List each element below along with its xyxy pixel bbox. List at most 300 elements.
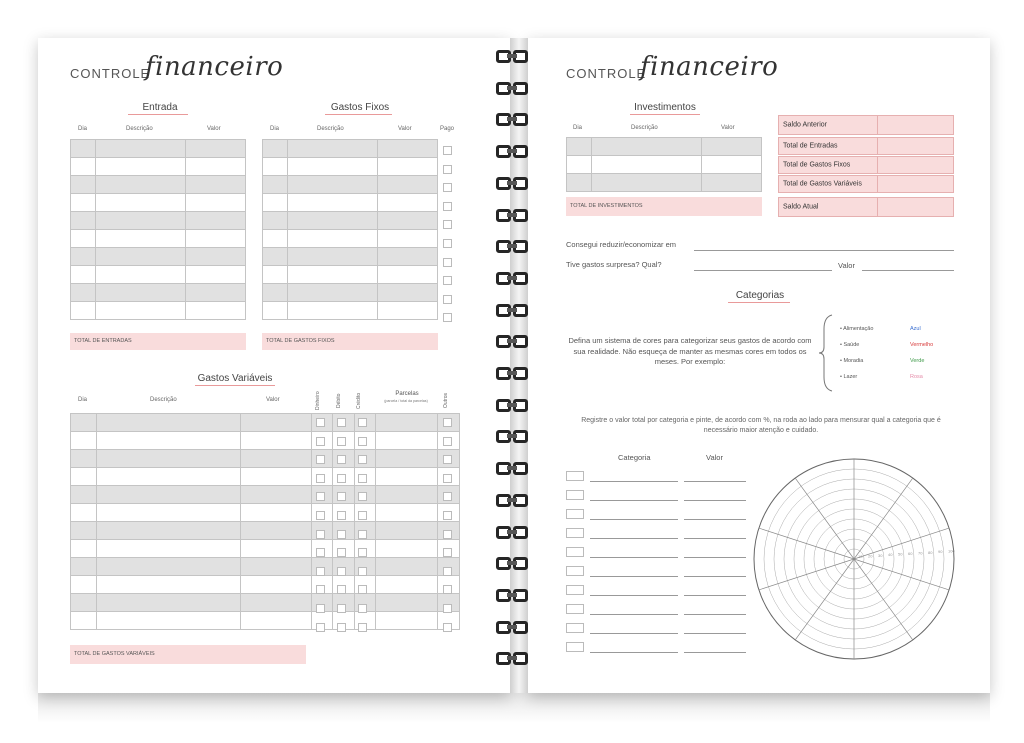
dinheiro-checkbox[interactable] [316,492,325,501]
spiral-ring [496,270,530,288]
table-row [71,266,246,284]
table-cell[interactable] [96,522,240,540]
entrada-col-descricao: Descrição [126,126,153,132]
table-row [71,158,246,176]
table-row [263,266,438,284]
spiral-ring [496,143,530,161]
table-cell[interactable] [96,450,240,468]
category-value-line[interactable] [684,576,746,577]
debito-checkbox[interactable] [337,455,346,464]
category-example-name: • Lazer [840,374,858,380]
variaveis-col-valor: Valor [266,397,280,403]
table-cell[interactable] [567,156,592,174]
outros-checkbox[interactable] [443,455,452,464]
outros-checkbox[interactable] [443,492,452,501]
dinheiro-checkbox[interactable] [316,585,325,594]
table-cell[interactable] [240,612,311,630]
variaveis-col-dia: Dia [78,397,88,403]
pago-checkbox[interactable] [443,220,452,229]
summary-row [778,115,954,135]
table-cell[interactable] [71,158,96,176]
outros-checkbox[interactable] [443,437,452,446]
spiral-ring [496,587,530,605]
variaveis-col-credito: Crédito [356,392,362,409]
table-cell[interactable] [591,156,701,174]
table-cell[interactable] [71,612,97,630]
credito-checkbox[interactable] [358,437,367,446]
table-cell[interactable] [95,248,185,266]
table-cell[interactable] [185,230,245,248]
table-cell[interactable] [377,212,437,230]
variaveis-col-debito: Débito [336,393,342,408]
right-title-script: financeiro [640,52,779,82]
category-color-box[interactable] [566,566,584,576]
table-cell[interactable] [240,486,311,504]
table-row [71,212,246,230]
table-cell[interactable] [185,248,245,266]
table-cell[interactable] [375,414,437,432]
table-cell[interactable] [71,468,97,486]
outros-checkbox[interactable] [443,511,452,520]
table-cell[interactable] [71,504,97,522]
table-cell[interactable] [71,284,96,302]
table-row [71,576,460,594]
entrada-col-valor: Valor [207,126,221,132]
spiral-ring [496,207,530,225]
variaveis-title: Gastos Variáveis [197,373,273,384]
category-example-color: Azul [910,326,921,332]
table-cell[interactable] [377,194,437,212]
table-cell[interactable] [263,158,288,176]
spiral-ring [496,397,530,415]
table-cell[interactable] [96,594,240,612]
table-cell[interactable] [263,212,288,230]
table-row [263,140,438,158]
table-cell[interactable] [96,576,240,594]
category-name-line[interactable] [590,500,678,501]
table-cell[interactable] [263,140,288,158]
table-cell[interactable] [185,158,245,176]
debito-checkbox[interactable] [337,511,346,520]
spiral-ring [496,80,530,98]
table-cell[interactable] [240,558,311,576]
dinheiro-checkbox[interactable] [316,474,325,483]
table-cell[interactable] [375,450,437,468]
right-title-caps: CONTROLE [566,66,647,81]
table-row [71,522,460,540]
table-cell[interactable] [377,266,437,284]
spiral-ring [496,365,530,383]
table-cell[interactable] [701,174,761,192]
credito-checkbox[interactable] [358,567,367,576]
outros-checkbox[interactable] [443,548,452,557]
debito-checkbox[interactable] [337,530,346,539]
spiral-ring [496,492,530,510]
summary-label: Saldo Atual [783,203,819,211]
pago-checkbox[interactable] [443,258,452,267]
wheel-percent-label: 20 [868,553,873,559]
debito-checkbox[interactable] [337,585,346,594]
category-example-name: • Moradia [840,358,864,364]
table-cell[interactable] [96,486,240,504]
entrada-underline [128,114,188,115]
table-cell[interactable] [375,504,437,522]
table-cell[interactable] [287,140,377,158]
table-cell[interactable] [185,302,245,320]
category-value-line[interactable] [684,652,746,653]
table-cell[interactable] [263,302,288,320]
credito-checkbox[interactable] [358,418,367,427]
table-cell[interactable] [96,504,240,522]
table-cell[interactable] [185,284,245,302]
table-cell[interactable] [71,176,96,194]
table-cell[interactable] [377,140,437,158]
table-row [71,194,246,212]
category-value-line[interactable] [684,481,746,482]
category-value-line[interactable] [684,633,746,634]
table-cell[interactable] [71,194,96,212]
dinheiro-checkbox[interactable] [316,418,325,427]
wheel-percent-label: 60 [908,551,913,556]
table-cell[interactable] [71,266,96,284]
table-cell[interactable] [263,194,288,212]
variaveis-col-outros: Outros [443,392,449,408]
dinheiro-checkbox[interactable] [316,511,325,520]
category-color-box[interactable] [566,490,584,500]
credito-checkbox[interactable] [358,511,367,520]
table-cell[interactable] [240,450,311,468]
table-cell[interactable] [287,302,377,320]
pago-checkbox[interactable] [443,146,452,155]
table-row [71,414,460,432]
table-cell[interactable] [71,594,97,612]
table-cell[interactable] [240,468,311,486]
cat-col-categoria: Categoria [618,453,651,462]
debito-checkbox[interactable] [337,604,346,613]
table-row [71,230,246,248]
table-cell[interactable] [71,540,97,558]
table-cell[interactable] [71,248,96,266]
investimentos-table [566,137,762,192]
pago-checkbox[interactable] [443,239,452,248]
page-shadow [38,693,990,723]
invest-col-descricao: Descrição [631,125,658,131]
table-cell[interactable] [240,540,311,558]
table-cell[interactable] [375,468,437,486]
credito-checkbox[interactable] [358,455,367,464]
pago-checkbox[interactable] [443,313,452,322]
debito-checkbox[interactable] [337,492,346,501]
table-cell[interactable] [71,558,97,576]
table-cell[interactable] [96,612,240,630]
pago-checkbox[interactable] [443,183,452,192]
table-cell[interactable] [377,176,437,194]
table-cell[interactable] [96,540,240,558]
table-cell[interactable] [287,266,377,284]
answer-line-valor[interactable] [862,270,954,271]
outros-checkbox[interactable] [443,604,452,613]
spiral-ring [496,302,530,320]
investimentos-underline [630,114,700,115]
pago-checkbox[interactable] [443,295,452,304]
table-cell[interactable] [71,140,96,158]
table-cell[interactable] [287,284,377,302]
outros-checkbox[interactable] [443,567,452,576]
category-name-line[interactable] [590,614,678,615]
categorias-underline [728,302,790,303]
table-cell[interactable] [567,174,592,192]
debito-checkbox[interactable] [337,418,346,427]
table-cell[interactable] [240,576,311,594]
table-row [71,248,246,266]
wheel-spoke [854,559,913,640]
pago-checkbox[interactable] [443,276,452,285]
credito-checkbox[interactable] [358,604,367,613]
category-name-line[interactable] [590,481,678,482]
table-cell[interactable] [71,302,96,320]
table-cell[interactable] [185,266,245,284]
category-name-line[interactable] [590,519,678,520]
table-cell[interactable] [377,284,437,302]
investimentos-title: Investimentos [634,102,696,113]
category-value-line[interactable] [684,614,746,615]
dinheiro-checkbox[interactable] [316,604,325,613]
category-color-box[interactable] [566,509,584,519]
wheel-percent-label: 50 [898,551,903,557]
table-cell[interactable] [240,504,311,522]
table-cell[interactable] [95,302,185,320]
pago-checkbox[interactable] [443,202,452,211]
table-cell[interactable] [701,138,761,156]
table-cell[interactable] [377,248,437,266]
table-row [263,302,438,320]
answer-line-reduzir[interactable] [694,250,954,251]
credito-checkbox[interactable] [358,623,367,632]
category-value-line[interactable] [684,595,746,596]
debito-checkbox[interactable] [337,474,346,483]
table-cell[interactable] [185,194,245,212]
fixos-title: Gastos Fixos [330,102,390,113]
table-cell[interactable] [71,450,97,468]
outros-checkbox[interactable] [443,418,452,427]
category-value-line[interactable] [684,519,746,520]
table-cell[interactable] [240,432,311,450]
spiral-ring [496,333,530,351]
category-color-box[interactable] [566,623,584,633]
percent-wheel[interactable] [752,457,956,661]
variaveis-total-label: TOTAL DE GASTOS VARIÁVEIS [74,651,155,657]
summary-label: Saldo Anterior [783,121,827,129]
table-row [71,558,460,576]
categorias-description: Defina um sistema de cores para categorizar seus gastos de acordo com sua realidade. Não esqueça de manter as mesmas cores em todos os meses. Por exemplo: [568,336,812,366]
category-name-line[interactable] [590,538,678,539]
table-cell[interactable] [287,194,377,212]
category-name-line[interactable] [590,595,678,596]
table-cell[interactable] [95,176,185,194]
pago-checkbox[interactable] [443,165,452,174]
category-color-box[interactable] [566,547,584,557]
table-cell[interactable] [96,414,240,432]
parcelas-sublabel: (parcela / total da parcelas) [384,399,428,403]
credito-checkbox[interactable] [358,585,367,594]
outros-checkbox[interactable] [443,474,452,483]
table-cell[interactable] [287,158,377,176]
investimentos-total-label: TOTAL DE INVESTIMENTOS [570,203,643,209]
wheel-percent-label: 30 [878,552,883,558]
variaveis-col-dinheiro: Dinheiro [315,391,321,410]
wheel-percent-label: 70 [918,550,923,556]
category-example-color: Rosa [910,374,923,380]
table-cell[interactable] [263,248,288,266]
table-cell[interactable] [95,140,185,158]
table-cell[interactable] [377,230,437,248]
table-cell[interactable] [96,558,240,576]
table-cell[interactable] [287,212,377,230]
debito-checkbox[interactable] [337,623,346,632]
entrada-total-label: TOTAL DE ENTRADAS [74,338,132,344]
debito-checkbox[interactable] [337,437,346,446]
dinheiro-checkbox[interactable] [316,530,325,539]
table-cell[interactable] [185,212,245,230]
category-name-line[interactable] [590,557,678,558]
table-cell[interactable] [71,212,96,230]
table-cell[interactable] [263,284,288,302]
credito-checkbox[interactable] [358,474,367,483]
table-cell[interactable] [567,138,592,156]
dinheiro-checkbox[interactable] [316,623,325,632]
category-example-color: Verde [910,358,925,364]
wheel-percent-label: 40 [888,552,893,558]
table-cell[interactable] [71,230,96,248]
category-color-box[interactable] [566,471,584,481]
category-color-box[interactable] [566,528,584,538]
table-cell[interactable] [701,156,761,174]
table-row [263,284,438,302]
table-row [263,212,438,230]
table-cell[interactable] [185,176,245,194]
table-cell[interactable] [375,486,437,504]
category-name-line[interactable] [590,633,678,634]
table-cell[interactable] [263,266,288,284]
category-value-line[interactable] [684,557,746,558]
wheel-percent-label: 80 [928,549,933,555]
credito-checkbox[interactable] [358,548,367,557]
answer-line-surpresa[interactable] [694,270,832,271]
category-color-box[interactable] [566,604,584,614]
category-color-box[interactable] [566,642,584,652]
fixos-col-valor: Valor [398,126,412,132]
dinheiro-checkbox[interactable] [316,455,325,464]
table-cell[interactable] [95,158,185,176]
table-cell[interactable] [240,522,311,540]
table-cell[interactable] [377,158,437,176]
fixos-underline [325,114,392,115]
wheel-spoke [854,478,913,559]
table-cell[interactable] [185,140,245,158]
dinheiro-checkbox[interactable] [316,548,325,557]
summary-row [778,175,954,193]
question-surpresa: Tive gastos surpresa? Qual? [566,260,662,269]
investimentos-total [566,197,762,216]
entrada-title: Entrada [142,102,178,113]
table-cell[interactable] [71,414,97,432]
table-cell[interactable] [263,176,288,194]
table-cell[interactable] [240,414,311,432]
summary-row [778,156,954,174]
table-row [71,594,460,612]
table-cell[interactable] [263,230,288,248]
table-cell[interactable] [375,558,437,576]
table-row [71,450,460,468]
wheel-percent-label: 90 [938,549,943,555]
invest-col-dia: Dia [573,125,583,131]
summary-label: Total de Gastos Variáveis [783,180,862,188]
cat-col-valor: Valor [706,453,723,462]
table-cell[interactable] [240,594,311,612]
table-cell[interactable] [287,230,377,248]
summary-row [778,197,954,217]
fixos-total-label: TOTAL DE GASTOS FIXOS [266,338,335,344]
entrada-table [70,139,246,320]
table-cell[interactable] [591,138,701,156]
table-cell[interactable] [95,212,185,230]
spiral-ring [496,111,530,129]
summary-label: Total de Entradas [783,142,838,150]
dinheiro-checkbox[interactable] [316,567,325,576]
outros-checkbox[interactable] [443,585,452,594]
table-cell[interactable] [375,522,437,540]
table-cell[interactable] [71,522,97,540]
table-row [567,156,762,174]
table-cell[interactable] [71,432,97,450]
category-example-name: • Alimentação [840,326,874,332]
table-cell[interactable] [287,248,377,266]
category-name-line[interactable] [590,652,678,653]
table-cell[interactable] [375,432,437,450]
outros-checkbox[interactable] [443,530,452,539]
spiral-ring [496,175,530,193]
table-cell[interactable] [375,594,437,612]
category-name-line[interactable] [590,576,678,577]
table-cell[interactable] [95,194,185,212]
table-cell[interactable] [375,540,437,558]
category-color-box[interactable] [566,585,584,595]
spiral-ring [496,460,530,478]
category-example-color: Vermelho [910,342,934,348]
fixos-table [262,139,438,320]
category-value-line[interactable] [684,500,746,501]
debito-checkbox[interactable] [337,548,346,557]
dinheiro-checkbox[interactable] [316,437,325,446]
debito-checkbox[interactable] [337,567,346,576]
table-cell[interactable] [96,432,240,450]
table-cell[interactable] [95,230,185,248]
credito-checkbox[interactable] [358,492,367,501]
table-cell[interactable] [287,176,377,194]
table-cell[interactable] [95,284,185,302]
table-cell[interactable] [96,468,240,486]
table-cell[interactable] [71,576,97,594]
table-cell[interactable] [377,302,437,320]
table-cell[interactable] [375,612,437,630]
credito-checkbox[interactable] [358,530,367,539]
table-cell[interactable] [591,174,701,192]
category-value-line[interactable] [684,538,746,539]
outros-checkbox[interactable] [443,623,452,632]
table-cell[interactable] [375,576,437,594]
table-cell[interactable] [71,486,97,504]
table-cell[interactable] [95,266,185,284]
